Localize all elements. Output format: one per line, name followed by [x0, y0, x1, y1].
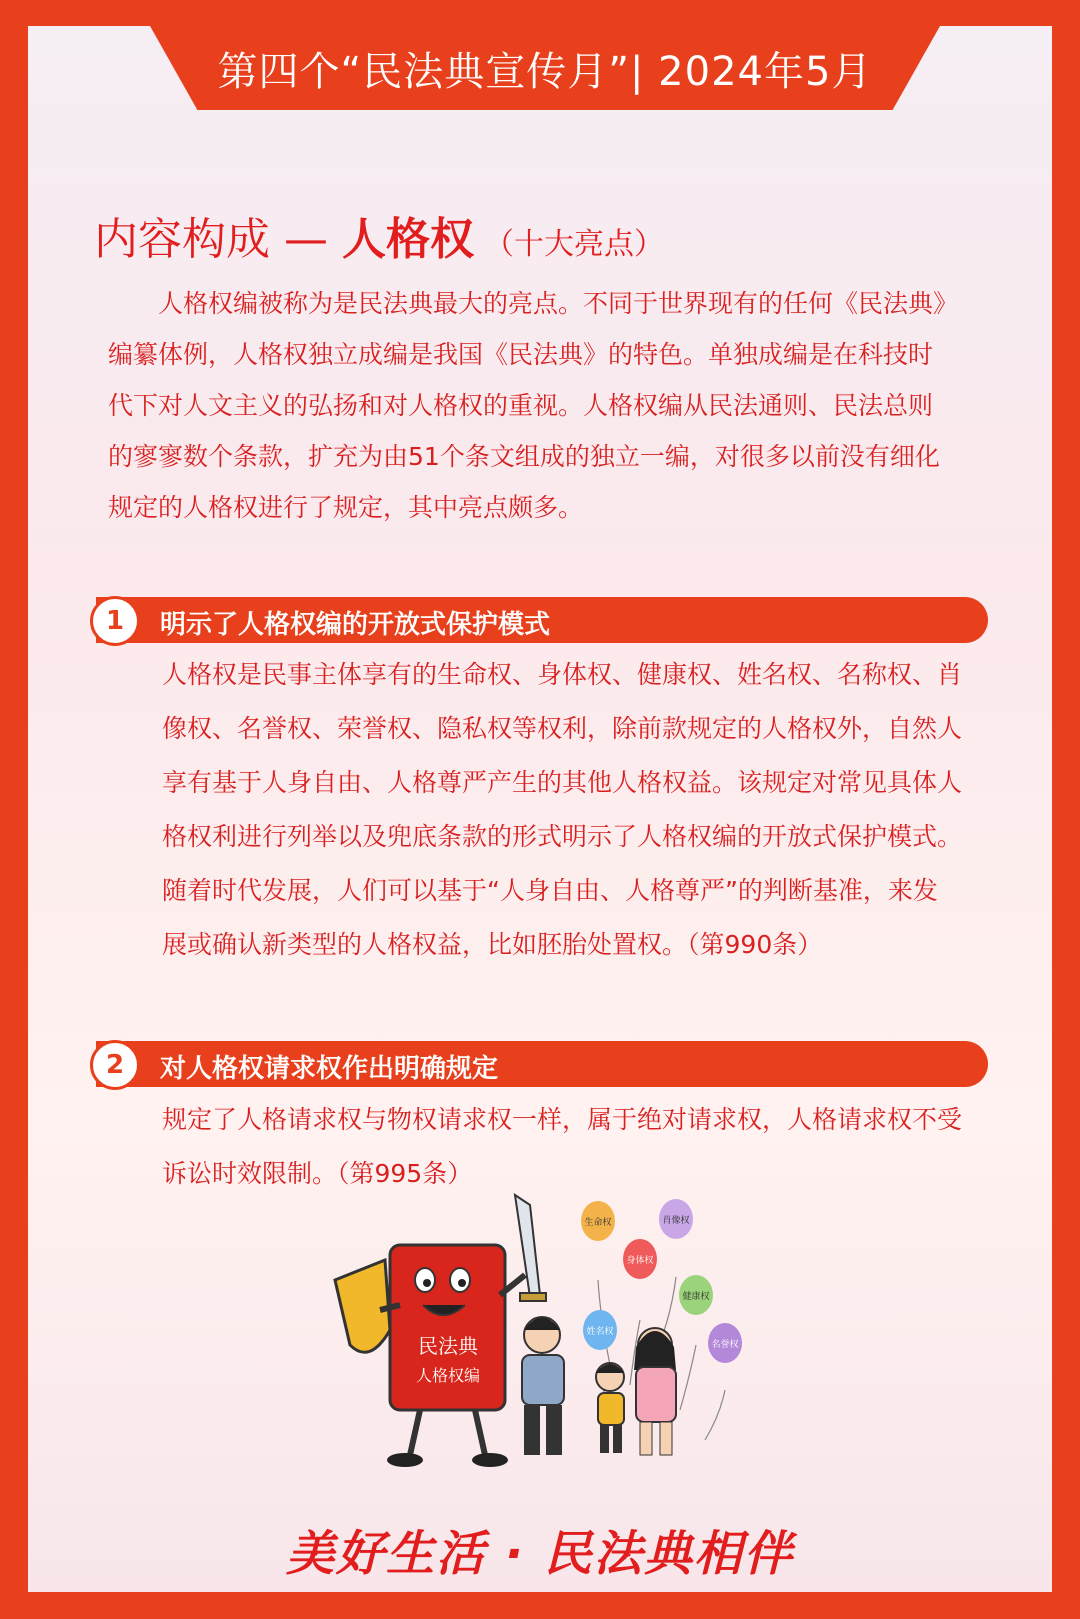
balloon-name — [583, 1310, 617, 1350]
shield-icon — [335, 1260, 390, 1352]
book-subtitle: 人格权编 — [415, 1366, 481, 1385]
slogan: 美好生活 · 民法典相伴 — [286, 1526, 794, 1582]
section-body-2: 规定了人格请求权与物权请求权一样，属于绝对请求权，人格请求权不受诉讼时效限制。（第995条） — [162, 1105, 963, 1188]
banner-title: 第四个“民法典宣传月”| 2024年5月 — [217, 49, 873, 95]
balloon-life — [581, 1201, 615, 1241]
section-number-1: 1 — [90, 596, 140, 646]
section-header-2 — [96, 1041, 988, 1087]
section-body-1: 人格权是民事主体享有的生命权、身体权、健康权、姓名权、名称权、肖像权、名誉权、荣誉权、隐私权等权利，除前款规定的人格权外，自然人享有基于人身自由、人格尊严产生的其他人格权益。该规定对常见具体人格权利进行列举以及兜底条款的形式明示了人格权编的开放式保护模式。随着时代发展，人们可以基于“人身自由、人格尊严”的判断基准，来发展或确认新类型的人格权益，比如胚胎处置权。（第990条） — [162, 660, 963, 959]
section-number-2: 2 — [90, 1040, 140, 1090]
title-bold: 人格权 — [341, 214, 474, 265]
mother-figure — [634, 1328, 676, 1455]
balloon-label-6: 名誉权 — [711, 1340, 739, 1350]
balloon-label-2: 肖像权 — [662, 1216, 690, 1226]
section-title-2: 对人格权请求权作出明确规定 — [160, 1054, 499, 1084]
father-figure — [522, 1317, 564, 1455]
title-prefix: 内容构成 — — [94, 214, 342, 265]
child-figure — [596, 1363, 624, 1453]
page-title — [94, 203, 664, 267]
book-title: 民法典 — [418, 1334, 478, 1358]
balloon-body — [623, 1239, 657, 1279]
balloon-label-1: 生命权 — [584, 1218, 612, 1228]
section-title-1: 明示了人格权编的开放式保护模式 — [160, 610, 551, 640]
sword-hilt — [520, 1293, 546, 1301]
illustration — [310, 1216, 770, 1495]
balloon-reputation — [708, 1323, 742, 1363]
section-header-1 — [96, 597, 988, 643]
balloon-portrait — [659, 1199, 693, 1239]
balloon-label-3: 身体权 — [626, 1256, 654, 1266]
balloon-label-4: 健康权 — [682, 1292, 710, 1302]
book-character — [390, 1245, 505, 1410]
title-sub: （十大亮点） — [483, 227, 664, 262]
intro-paragraph: 人格权编被称为是民法典最大的亮点。不同于世界现有的任何《民法典》编纂体例，人格权独立成编是我国《民法典》的特色。单独成编是在科技时代下对人文主义的弘扬和对人格权的重视。人格权编从民法通则、民法总则的寥寥数个条款，扩充为由51个条文组成的独立一编，对很多以前没有细化规定的人格权进行了规定，其中亮点颇多。 — [108, 289, 946, 522]
balloon-label-5: 姓名权 — [586, 1327, 614, 1337]
balloon-health — [679, 1275, 713, 1315]
